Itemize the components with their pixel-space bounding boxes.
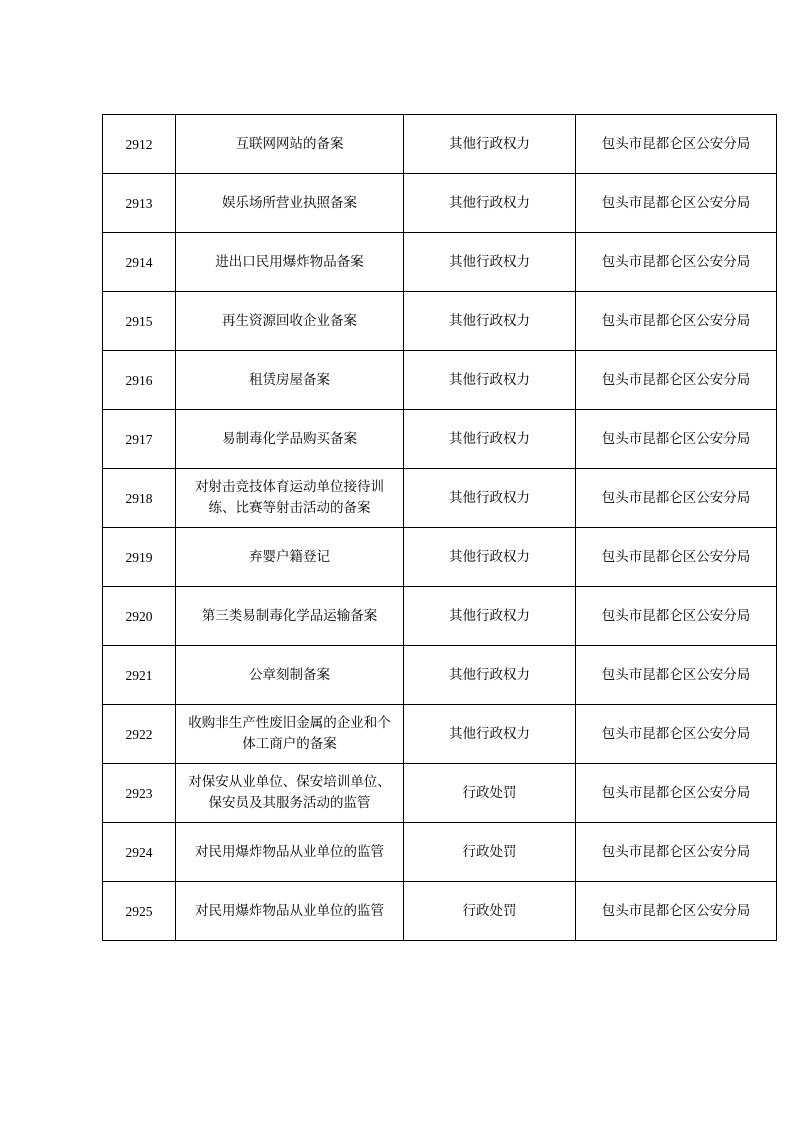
- row-number: 2925: [103, 882, 176, 941]
- item-name: 第三类易制毒化学品运输备案: [176, 587, 404, 646]
- table-row: [103, 587, 777, 646]
- table-body: [103, 115, 777, 941]
- power-type: 行政处罚: [404, 764, 576, 823]
- power-type: 其他行政权力: [404, 469, 576, 528]
- power-type: 行政处罚: [404, 882, 576, 941]
- department: 包头市昆都仑区公安分局: [576, 233, 777, 292]
- power-type: 其他行政权力: [404, 351, 576, 410]
- table-row: [103, 705, 777, 764]
- power-type: 其他行政权力: [404, 646, 576, 705]
- table-row: [103, 764, 777, 823]
- row-number: 2922: [103, 705, 176, 764]
- row-number: 2912: [103, 115, 176, 174]
- item-name: 娱乐场所营业执照备案: [176, 174, 404, 233]
- department: 包头市昆都仑区公安分局: [576, 115, 777, 174]
- table-row: [103, 351, 777, 410]
- row-number: 2921: [103, 646, 176, 705]
- item-name: 租赁房屋备案: [176, 351, 404, 410]
- item-name: 收购非生产性废旧金属的企业和个体工商户的备案: [176, 705, 404, 764]
- department: 包头市昆都仑区公安分局: [576, 823, 777, 882]
- power-type: 其他行政权力: [404, 292, 576, 351]
- table-row: [103, 233, 777, 292]
- table-row: [103, 410, 777, 469]
- power-type: 其他行政权力: [404, 410, 576, 469]
- power-type: 其他行政权力: [404, 174, 576, 233]
- power-type: 其他行政权力: [404, 528, 576, 587]
- table-row: [103, 469, 777, 528]
- row-number: 2914: [103, 233, 176, 292]
- item-name: 对保安从业单位、保安培训单位、保安员及其服务活动的监管: [176, 764, 404, 823]
- row-number: 2924: [103, 823, 176, 882]
- item-name: 进出口民用爆炸物品备案: [176, 233, 404, 292]
- item-name: 易制毒化学品购买备案: [176, 410, 404, 469]
- row-number: 2915: [103, 292, 176, 351]
- table-row: [103, 882, 777, 941]
- item-name: 对民用爆炸物品从业单位的监管: [176, 882, 404, 941]
- department: 包头市昆都仑区公安分局: [576, 351, 777, 410]
- department: 包头市昆都仑区公安分局: [576, 292, 777, 351]
- department: 包头市昆都仑区公安分局: [576, 646, 777, 705]
- department: 包头市昆都仑区公安分局: [576, 764, 777, 823]
- department: 包头市昆都仑区公安分局: [576, 174, 777, 233]
- item-name: 公章刻制备案: [176, 646, 404, 705]
- department: 包头市昆都仑区公安分局: [576, 882, 777, 941]
- table-row: [103, 646, 777, 705]
- row-number: 2916: [103, 351, 176, 410]
- item-name: 对射击竞技体育运动单位接待训练、比赛等射击活动的备案: [176, 469, 404, 528]
- power-list-table: [102, 114, 777, 941]
- department: 包头市昆都仑区公安分局: [576, 528, 777, 587]
- item-name: 弃婴户籍登记: [176, 528, 404, 587]
- table-row: [103, 292, 777, 351]
- item-name: 互联网网站的备案: [176, 115, 404, 174]
- department: 包头市昆都仑区公安分局: [576, 410, 777, 469]
- table-row: [103, 174, 777, 233]
- table-row: [103, 823, 777, 882]
- row-number: 2920: [103, 587, 176, 646]
- table-row: [103, 528, 777, 587]
- power-type: 其他行政权力: [404, 233, 576, 292]
- department: 包头市昆都仑区公安分局: [576, 705, 777, 764]
- row-number: 2917: [103, 410, 176, 469]
- item-name: 再生资源回收企业备案: [176, 292, 404, 351]
- item-name: 对民用爆炸物品从业单位的监管: [176, 823, 404, 882]
- power-type: 行政处罚: [404, 823, 576, 882]
- row-number: 2913: [103, 174, 176, 233]
- row-number: 2918: [103, 469, 176, 528]
- department: 包头市昆都仑区公安分局: [576, 587, 777, 646]
- department: 包头市昆都仑区公安分局: [576, 469, 777, 528]
- power-type: 其他行政权力: [404, 705, 576, 764]
- row-number: 2919: [103, 528, 176, 587]
- row-number: 2923: [103, 764, 176, 823]
- power-type: 其他行政权力: [404, 587, 576, 646]
- table-row: [103, 115, 777, 174]
- power-type: 其他行政权力: [404, 115, 576, 174]
